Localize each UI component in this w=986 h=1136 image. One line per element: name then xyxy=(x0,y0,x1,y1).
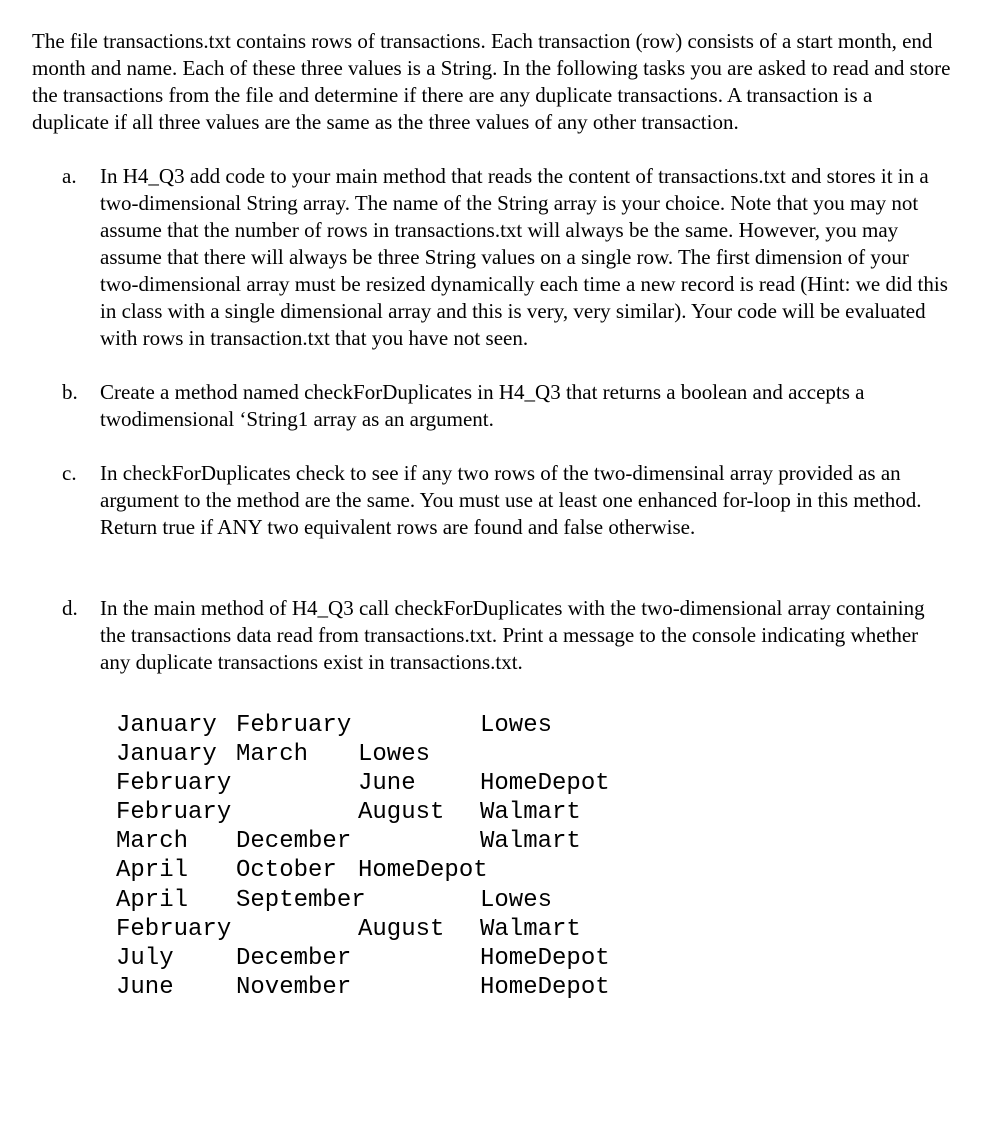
start-month: March xyxy=(116,828,189,856)
end-month: February xyxy=(236,712,352,739)
transaction-row xyxy=(116,944,952,973)
transaction-row xyxy=(116,827,952,856)
end-month: December xyxy=(236,944,352,972)
task-a-marker: a. xyxy=(62,164,77,188)
intro-paragraph: The file transactions.txt contains rows of transactions. Each transaction (row) consists of a start month, end month and name. Each of these three values is a String. In the following tasks you are asked to read and store the transactions from the file and determine if there are any duplicate transactions. A transaction is a duplicate if all three values are the same as the three values of any other transaction. xyxy=(32,29,951,134)
start-month: January xyxy=(116,712,217,739)
task-a xyxy=(32,163,952,352)
start-month: February xyxy=(116,799,232,827)
store-name: Walmart xyxy=(480,799,581,827)
store-name: HomeDepot xyxy=(358,857,488,885)
task-d xyxy=(32,595,952,676)
transaction-row xyxy=(116,973,952,1002)
task-d-marker: d. xyxy=(62,596,78,620)
store-name: Lowes xyxy=(480,712,553,739)
task-b-marker: b. xyxy=(62,380,78,404)
store-name: Lowes xyxy=(480,886,553,914)
store-name: Walmart xyxy=(480,828,581,856)
start-month: April xyxy=(116,857,189,885)
transaction-row xyxy=(116,798,952,827)
transaction-row xyxy=(116,769,952,798)
task-c-text: In checkForDuplicates check to see if any two rows of the two-dimensinal array provided as an argument to the method are the same. You must use at least one enhanced for-loop in this method. Return true if ANY two equivalent rows are found and false otherwise. xyxy=(100,461,922,539)
end-month: November xyxy=(236,973,352,1001)
start-month: February xyxy=(116,770,232,798)
start-month: April xyxy=(116,886,189,914)
start-month: July xyxy=(116,944,174,972)
store-name: Walmart xyxy=(480,915,581,943)
end-month: December xyxy=(236,828,352,856)
start-month: January xyxy=(116,741,217,769)
store-name: Lowes xyxy=(358,741,431,769)
document-page xyxy=(32,28,952,1002)
start-month: June xyxy=(116,973,174,1001)
transaction-row xyxy=(116,856,952,885)
transaction-row xyxy=(116,915,952,944)
end-month: June xyxy=(358,770,416,798)
task-a-text: In H4_Q3 add code to your main method that reads the content of transactions.txt and stores it in a two-dimensional String array. The name of the String array is your choice. Note that you may not assume that the number of rows in transactions.txt will always be the same. However, you may assume that there will always be three String values on a single row. The first dimension of your two-dimensional array must be resized dynamically each time a new record is read (Hint: we did this in class with a single dimensional array and this is very, very similar). Your code will be evaluated with rows in transaction.txt that you have not seen. xyxy=(100,164,948,350)
transaction-row xyxy=(116,711,952,740)
transactions-data-listing xyxy=(116,711,952,1002)
task-d-text: In the main method of H4_Q3 call checkForDuplicates with the two-dimensional array containing the transactions data read from transactions.txt. Print a message to the console indicating whether any duplicate transactions exist in transactions.txt. xyxy=(100,596,925,674)
store-name: HomeDepot xyxy=(480,973,610,1001)
transaction-row xyxy=(116,740,952,769)
end-month: October xyxy=(236,857,337,885)
transaction-row xyxy=(116,886,952,915)
end-month: March xyxy=(236,741,309,769)
end-month: September xyxy=(236,886,366,914)
task-c xyxy=(32,460,952,541)
end-month: August xyxy=(358,799,445,827)
end-month: August xyxy=(358,915,445,943)
start-month: February xyxy=(116,915,232,943)
task-b-text: Create a method named checkForDuplicates in H4_Q3 that returns a boolean and accepts a twodimensional ‘String1 array as an argument. xyxy=(100,380,865,431)
task-c-marker: c. xyxy=(62,461,77,485)
store-name: HomeDepot xyxy=(480,944,610,972)
task-b xyxy=(32,379,952,433)
store-name: HomeDepot xyxy=(480,770,610,798)
